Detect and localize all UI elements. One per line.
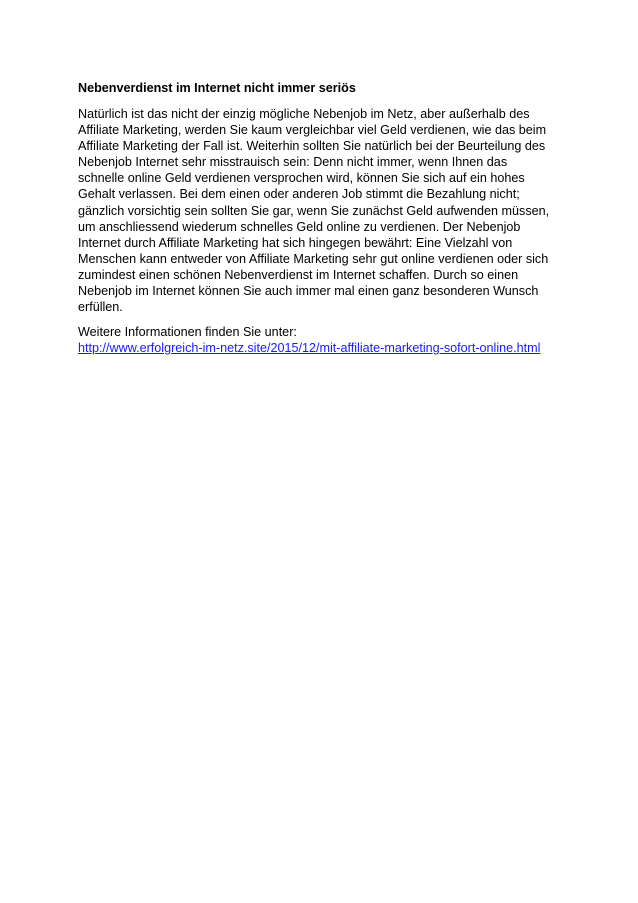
- more-info-section: [78, 324, 566, 356]
- paragraph-line: gänzlich vorsichtig sein sollten Sie gar, wenn Sie zunächst Geld aufwenden müssen,: [78, 203, 550, 218]
- paragraph-line: Affiliate Marketing, werden Sie kaum vergleichbar viel Geld verdienen, wie das beim: [78, 123, 547, 138]
- paragraph-line: erfüllen.: [78, 300, 123, 315]
- document-content: [78, 80, 566, 356]
- body-paragraph: [78, 106, 566, 315]
- paragraph-line: Gehalt verlassen. Bei dem einen oder anderen Job stimmt die Bezahlung nicht;: [78, 187, 520, 202]
- source-link[interactable]: http://www.erfolgreich-im-netz.site/2015/12/mit-affiliate-marketing-sofort-online.html: [78, 341, 541, 356]
- paragraph-line: Affiliate Marketing der Fall ist. Weiterhin sollten Sie natürlich bei der Beurteilung des: [78, 139, 546, 154]
- paragraph-line: zumindest einen schönen Nebenverdienst im Internet schaffen. Durch so einen: [78, 267, 519, 282]
- document-heading: Nebenverdienst im Internet nicht immer seriös: [78, 81, 356, 95]
- more-info-label: Weitere Informationen finden Sie unter:: [78, 325, 297, 340]
- paragraph-line: Natürlich ist das nicht der einzig mögliche Nebenjob im Netz, aber außerhalb des: [78, 107, 530, 121]
- paragraph-line: um anschliessend wiederum schnelles Geld online zu verdienen. Der Nebenjob: [78, 219, 521, 234]
- paragraph-line: schnelle online Geld verdienen versprochen wird, können Sie sich auf ein hohes: [78, 171, 525, 186]
- paragraph-line: Menschen kann entweder von Affiliate Marketing sehr gut online verdienen oder sich: [78, 251, 549, 266]
- paragraph-line: Nebenjob im Internet können Sie auch immer mal einen ganz besonderen Wunsch: [78, 284, 539, 299]
- paragraph-line: Nebenjob Internet sehr misstrauisch sein: Denn nicht immer, wenn Ihnen das: [78, 155, 508, 170]
- paragraph-line: Internet durch Affiliate Marketing hat sich hingegen bewährt: Eine Vielzahl von: [78, 235, 513, 250]
